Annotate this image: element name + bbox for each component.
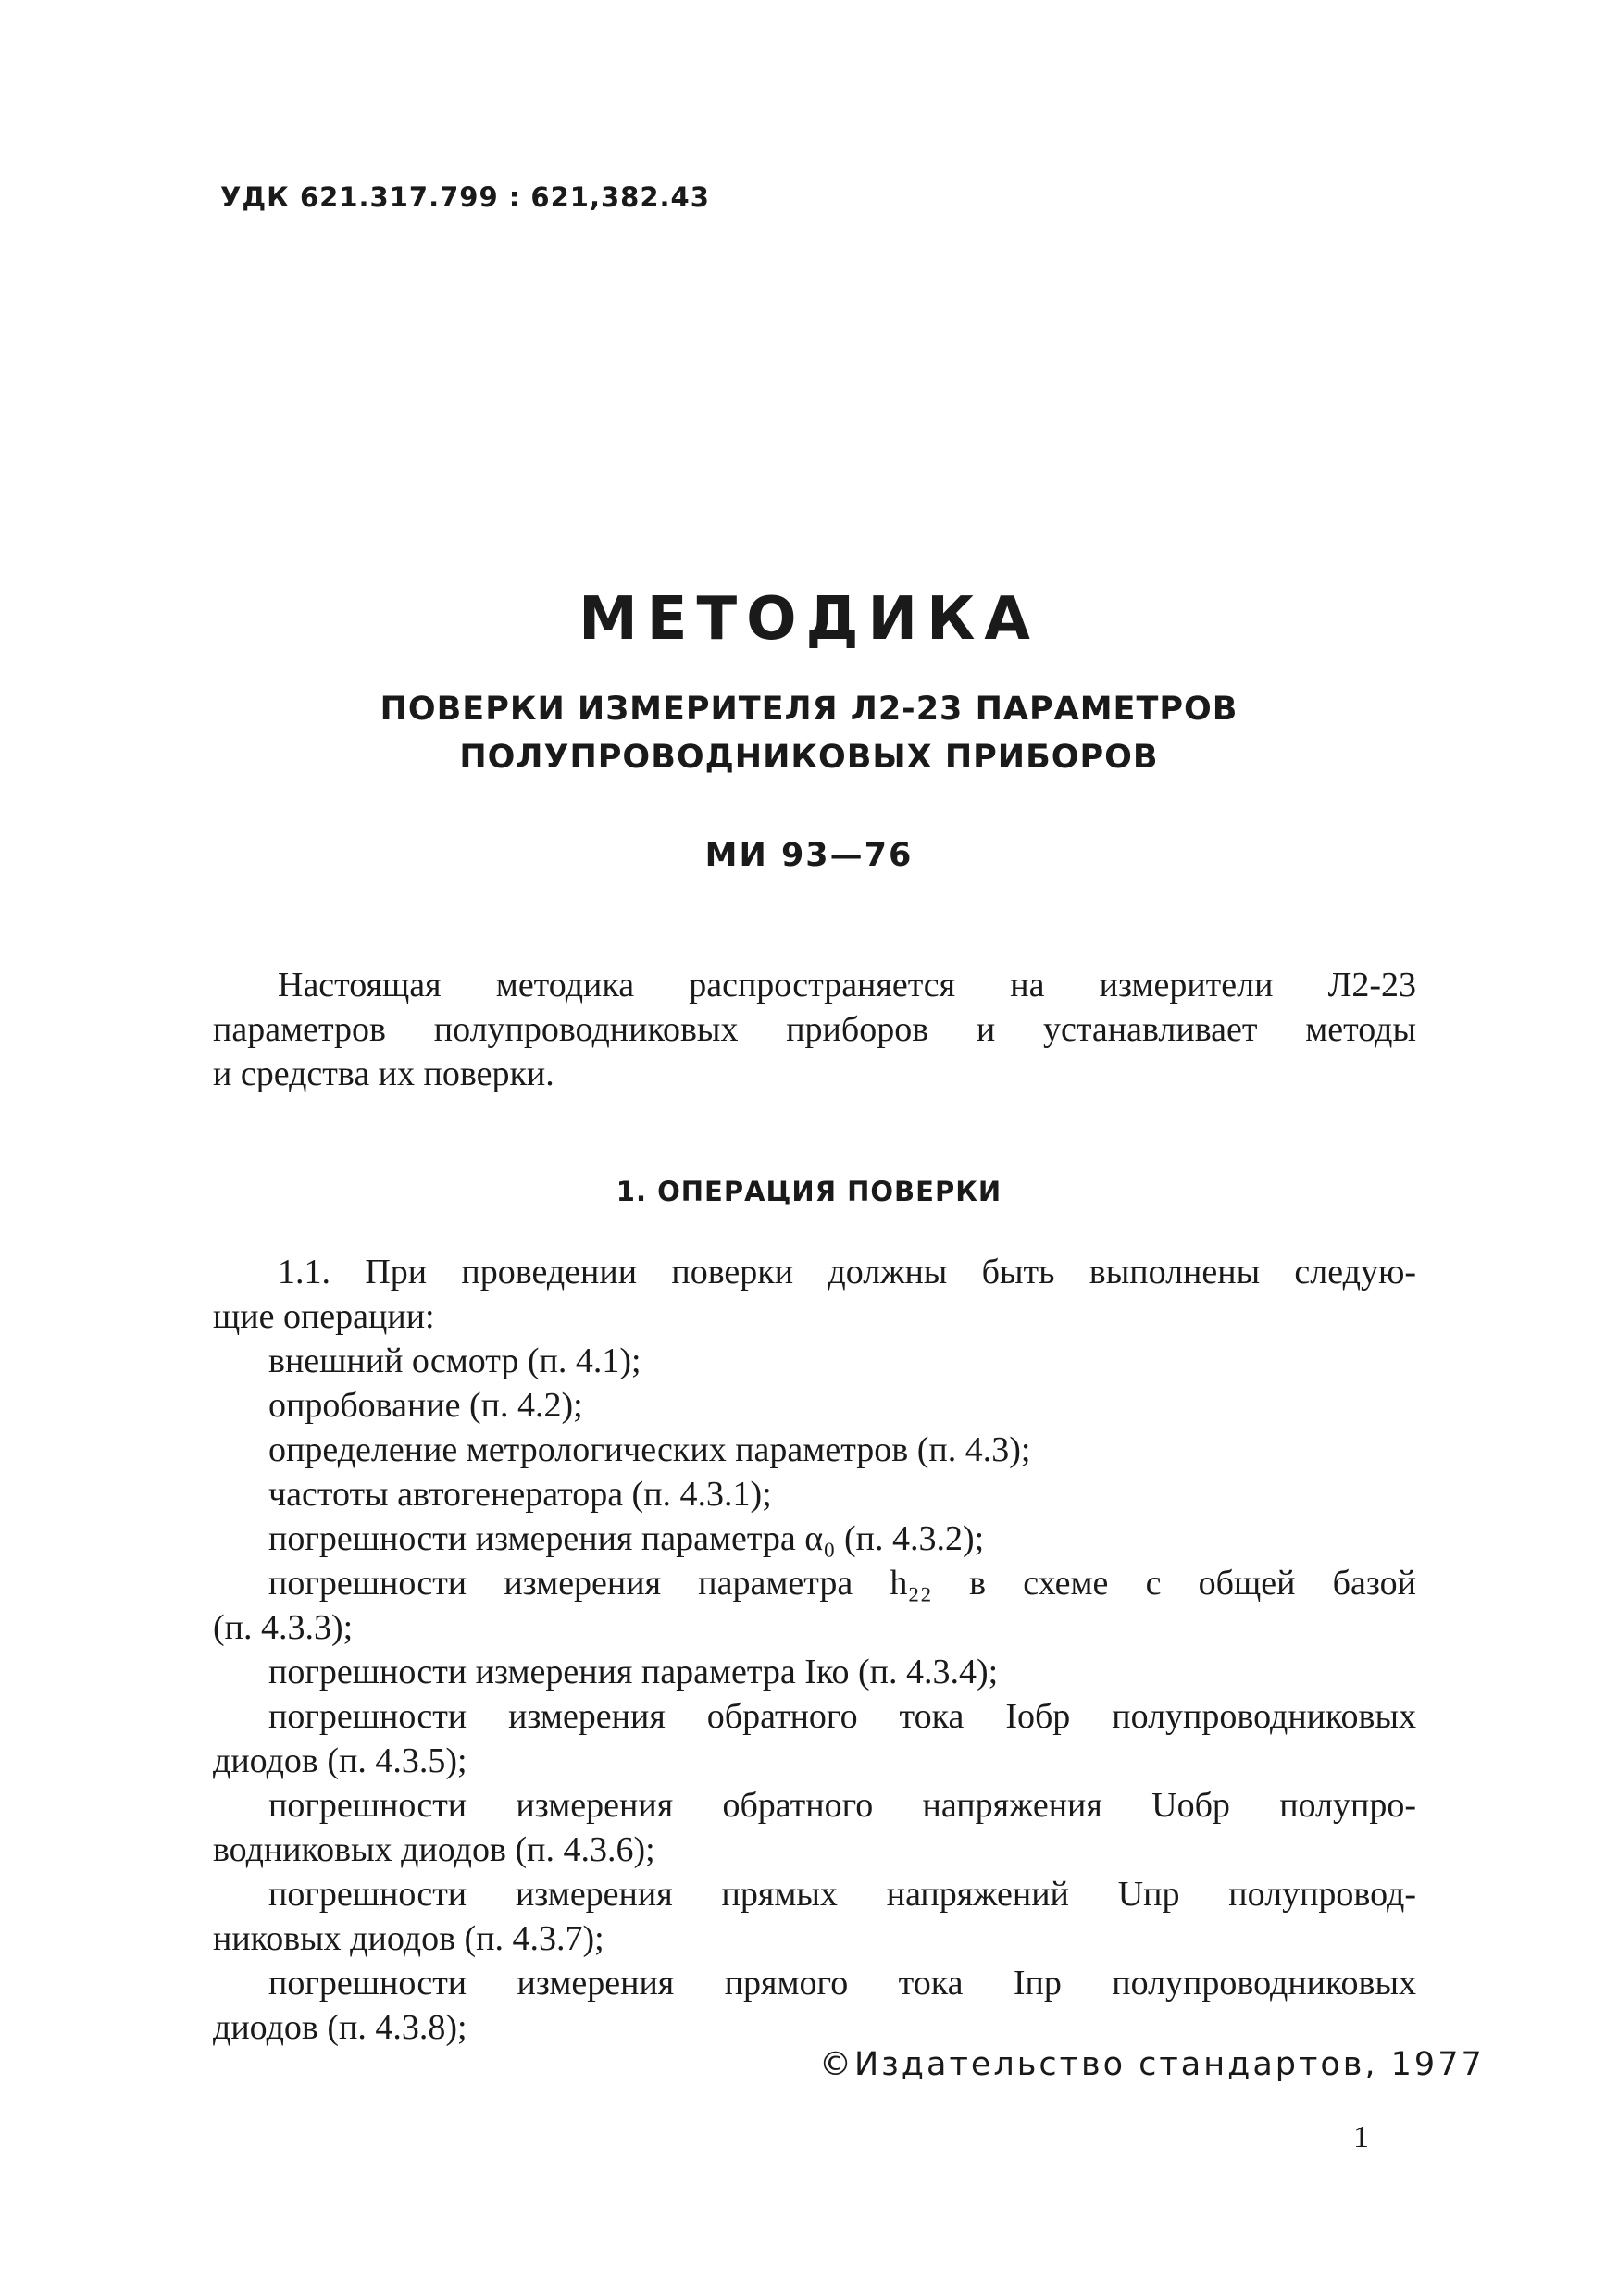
document-subtitle-line-2: ПОЛУПРОВОДНИКОВЫХ ПРИБОРОВ: [459, 739, 1159, 776]
section-line: щие операции:: [213, 1297, 435, 1336]
operation-item: погрешности измерения прямых напряжений Uпр полупровод-: [268, 1875, 1416, 1914]
operation-item-cont: (п. 4.3.3);: [213, 1608, 354, 1647]
operation-item-cont: диодов (п. 4.3.8);: [213, 2008, 467, 2047]
document-title: МЕТОДИКА: [579, 585, 1039, 654]
operation-item-cont: водниковых диодов (п. 4.3.6);: [213, 1830, 655, 1869]
operation-item: погрешности измерения параметра Iко (п. 4.3.4);: [268, 1653, 999, 1691]
operation-item-cont: никовых диодов (п. 4.3.7);: [213, 1919, 604, 1958]
document-subtitle-line-1: ПОВЕРКИ ИЗМЕРИТЕЛЯ Л2-23 ПАРАМЕТРОВ: [380, 691, 1238, 728]
intro-line: параметров полупроводниковых приборов и устанавливает методы: [213, 1010, 1416, 1049]
operation-item: погрешности измерения обратного тока Iобр полупроводниковых: [268, 1697, 1416, 1736]
operation-item: частоты автогенератора (п. 4.3.1);: [268, 1475, 772, 1514]
copyright-notice: ©Издательство стандартов, 1977: [819, 2046, 1485, 2083]
section-line: 1.1. При проведении поверки должны быть выполнены следую-: [278, 1253, 1416, 1292]
operation-item: погрешности измерения параметра α₀ (п. 4.3.2);: [268, 1519, 985, 1558]
operation-item: определение метрологических параметров (п. 4.3);: [268, 1430, 1031, 1469]
operation-item: внешний осмотр (п. 4.1);: [268, 1341, 641, 1380]
operation-item: погрешности измерения прямого тока Iпр полупроводниковых: [268, 1964, 1416, 2003]
intro-line: и средства их поверки.: [213, 1054, 554, 1093]
document-code: МИ 93—76: [704, 837, 914, 874]
operation-item: опробование (п. 4.2);: [268, 1386, 583, 1425]
operation-item: погрешности измерения обратного напряжения Uобр полупро-: [268, 1786, 1416, 1825]
intro-line: Настоящая методика распространяется на измерители Л2-23: [278, 966, 1416, 1004]
page-number: 1: [1353, 2120, 1369, 2154]
section-heading: 1. ОПЕРАЦИЯ ПОВЕРКИ: [616, 1176, 1002, 1207]
udk-code: УДК 621.317.799 : 621,382.43: [220, 181, 710, 213]
operation-item: погрешности измерения параметра h₂₂ в схеме с общей базой: [268, 1564, 1416, 1603]
operation-item-cont: диодов (п. 4.3.5);: [213, 1741, 467, 1780]
